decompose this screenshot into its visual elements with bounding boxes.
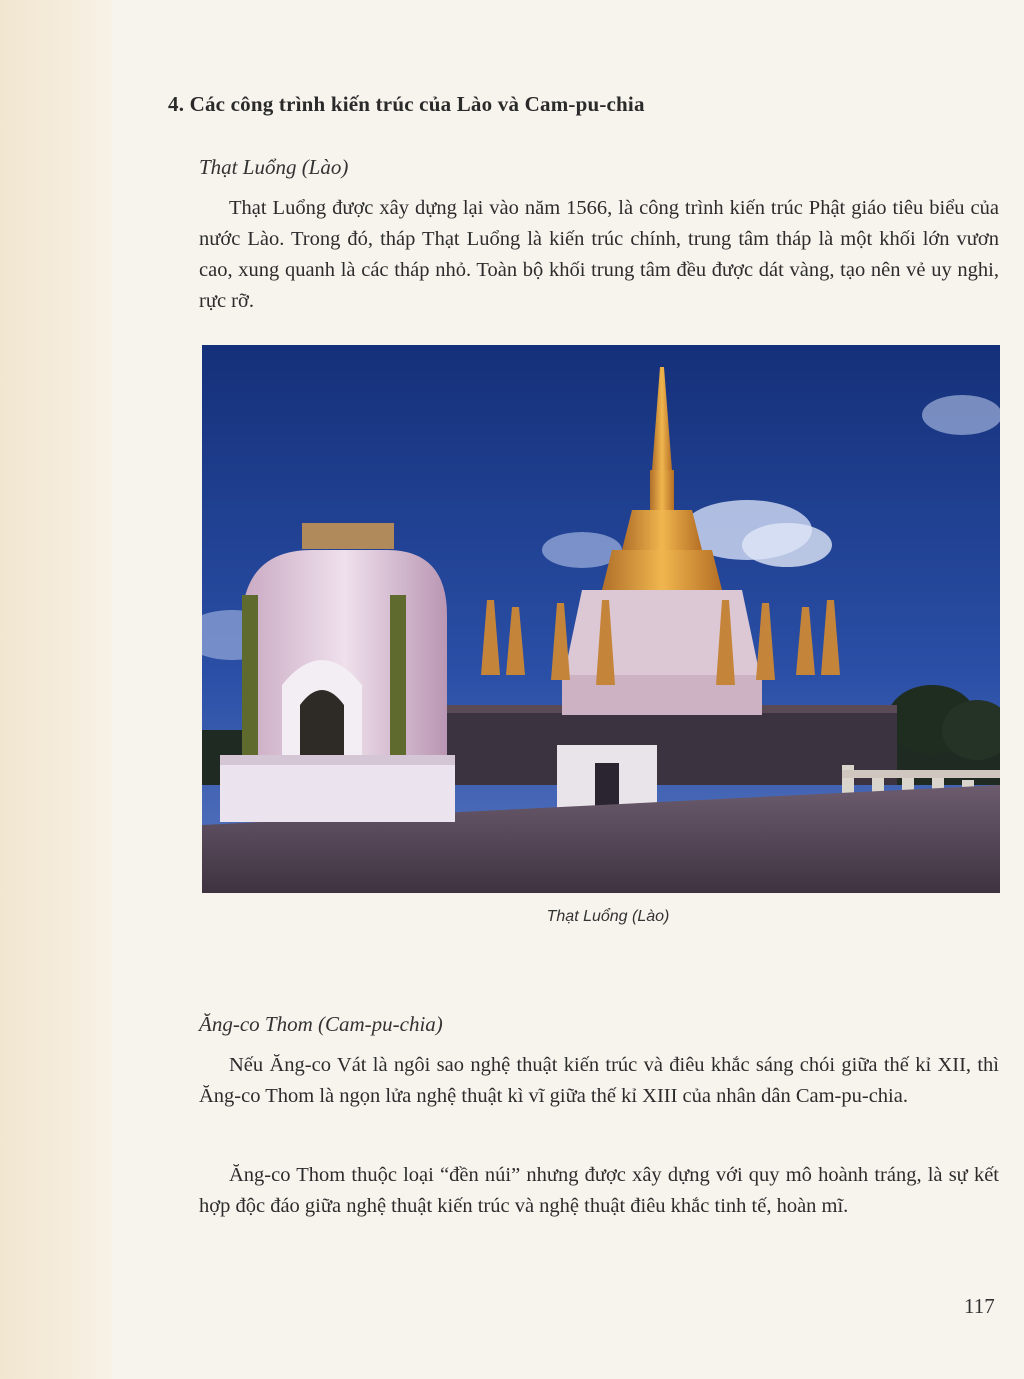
subheading-angkor-thom: Ăng-co Thom (Cam-pu-chia) xyxy=(199,1012,443,1036)
subheading-that-luang: Thạt Luổng (Lào) xyxy=(199,155,349,179)
page-binding-gutter xyxy=(0,0,112,1379)
paragraph-that-luang: Thạt Luổng được xây dựng lại vào năm 1566, là công trình kiến trúc Phật giáo tiêu biểu của nước Lào. Trong đó, tháp Thạt Luổng là kiến trúc chính, trung tâm tháp là một khối lớn vươn cao, xung quanh là các tháp nhỏ. Toàn bộ khối trung tâm đều được dát vàng, tạo nên vẻ uy nghi, rực rỡ. xyxy=(199,197,999,312)
figure-caption: Thạt Luổng (Lào) xyxy=(546,908,670,925)
paragraph-angkor-thom-2: Ăng-co Thom thuộc loại “đền núi” nhưng được xây dựng với quy mô hoành tráng, là sự kết hợp độc đáo giữa nghệ thuật kiến trúc và nghệ thuật điêu khắc tinh tế, hoàn mĩ. xyxy=(199,1164,999,1217)
paragraph-angkor-thom-1: Nếu Ăng-co Vát là ngôi sao nghệ thuật kiến trúc và điêu khắc sáng chói giữa thế kỉ XII, thì Ăng-co Thom là ngọn lửa nghệ thuật kì vĩ giữa thế kỉ XIII của nhân dân Cam-pu-chia. xyxy=(199,1054,999,1107)
page-number: 117 xyxy=(964,1294,995,1318)
that-luang-photo xyxy=(202,345,1000,893)
section-heading: 4. Các công trình kiến trúc của Lào và Cam-pu-chia xyxy=(168,92,645,116)
